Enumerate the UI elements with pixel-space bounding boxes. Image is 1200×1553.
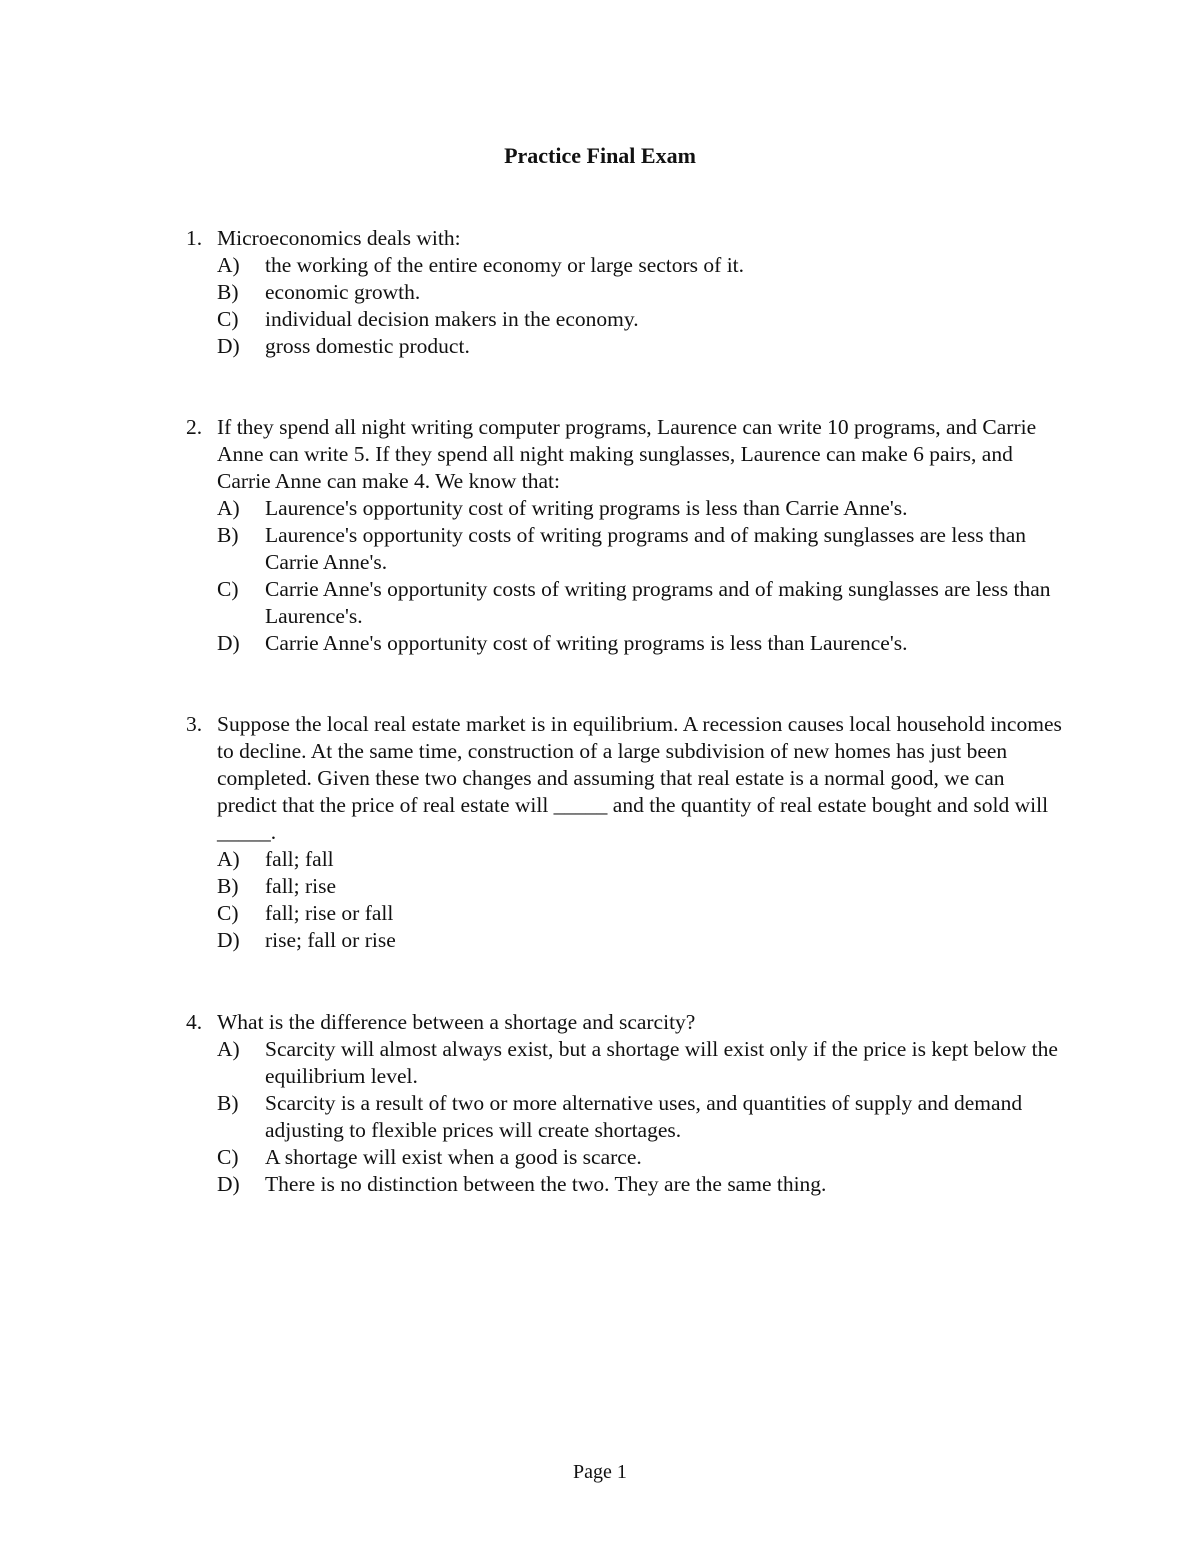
question-text: If they spend all night writing computer programs, Laurence can write 10 programs, and Carrie Anne can write 5. If they spend all night making sunglasses, Laurence can make 6 pairs, and Carrie Anne can make 4. We know that: [217, 415, 1037, 493]
option-letter: A) [217, 496, 240, 520]
option-text: A shortage will exist when a good is scarce. [265, 1145, 642, 1169]
option-a [217, 495, 1066, 522]
page-title: Practice Final Exam [504, 143, 696, 168]
option-letter: C) [217, 307, 239, 331]
option-text: Laurence's opportunity cost of writing programs is less than Carrie Anne's. [265, 496, 908, 520]
option-text: Scarcity is a result of two or more alternative uses, and quantities of supply and demand adjusting to flexible prices will create shortages. [265, 1091, 1023, 1142]
option-letter: B) [217, 280, 239, 304]
option-letter: D) [217, 631, 240, 655]
question-2 [186, 414, 1066, 657]
option-letter: D) [217, 334, 240, 358]
option-text: gross domestic product. [265, 334, 470, 358]
option-letter: B) [217, 1091, 239, 1115]
option-c [217, 1144, 1066, 1171]
option-text: the working of the entire economy or large sectors of it. [265, 253, 745, 277]
option-text: There is no distinction between the two. They are the same thing. [265, 1172, 827, 1196]
option-letter: C) [217, 1145, 239, 1169]
option-d [217, 1171, 1066, 1198]
option-text: fall; fall [265, 847, 334, 871]
option-text: Carrie Anne's opportunity cost of writing programs is less than Laurence's. [265, 631, 908, 655]
option-d [217, 927, 1066, 954]
option-b [217, 873, 1066, 900]
option-text: individual decision makers in the economy. [265, 307, 639, 331]
question-text: Microeconomics deals with: [217, 226, 461, 250]
option-letter: C) [217, 577, 239, 601]
question-number: 3. [186, 712, 203, 736]
option-a [217, 252, 1066, 279]
option-text: Carrie Anne's opportunity costs of writing programs and of making sunglasses are less than Laurence's. [265, 577, 1051, 628]
option-a [217, 846, 1066, 873]
option-letter: A) [217, 1037, 240, 1061]
option-d [217, 333, 1066, 360]
option-letter: A) [217, 847, 240, 871]
option-b [217, 522, 1066, 576]
option-letter: B) [217, 874, 239, 898]
option-letter: C) [217, 901, 239, 925]
question-3 [186, 711, 1066, 954]
option-letter: D) [217, 928, 240, 952]
option-b [217, 279, 1066, 306]
question-number: 4. [186, 1010, 203, 1034]
option-text: Scarcity will almost always exist, but a shortage will exist only if the price is kept below the equilibrium level. [265, 1037, 1058, 1088]
option-d [217, 630, 1066, 657]
option-text: rise; fall or rise [265, 928, 396, 952]
page-number: Page 1 [573, 1461, 627, 1483]
question-text: What is the difference between a shortage and scarcity? [217, 1010, 696, 1034]
option-text: Laurence's opportunity costs of writing programs and of making sunglasses are less than Carrie Anne's. [265, 523, 1026, 574]
option-c [217, 306, 1066, 333]
question-number: 2. [186, 415, 203, 439]
option-c [217, 900, 1066, 927]
question-number: 1. [186, 226, 203, 250]
question-text: Suppose the local real estate market is in equilibrium. A recession causes local household incomes to decline. At the same time, construction of a large subdivision of new homes has just been completed. Given these two changes and assuming that real estate is a normal good, we can predict that the price of real estate will _____ and the quantity of real estate bought and sold will _____. [217, 712, 1062, 844]
question-4 [186, 1009, 1066, 1198]
option-b [217, 1090, 1066, 1144]
option-text: fall; rise [265, 874, 337, 898]
option-letter: D) [217, 1172, 240, 1196]
question-1 [186, 225, 1066, 360]
option-text: economic growth. [265, 280, 421, 304]
option-a [217, 1036, 1066, 1090]
option-letter: A) [217, 253, 240, 277]
option-letter: B) [217, 523, 239, 547]
option-text: fall; rise or fall [265, 901, 394, 925]
option-c [217, 576, 1066, 630]
